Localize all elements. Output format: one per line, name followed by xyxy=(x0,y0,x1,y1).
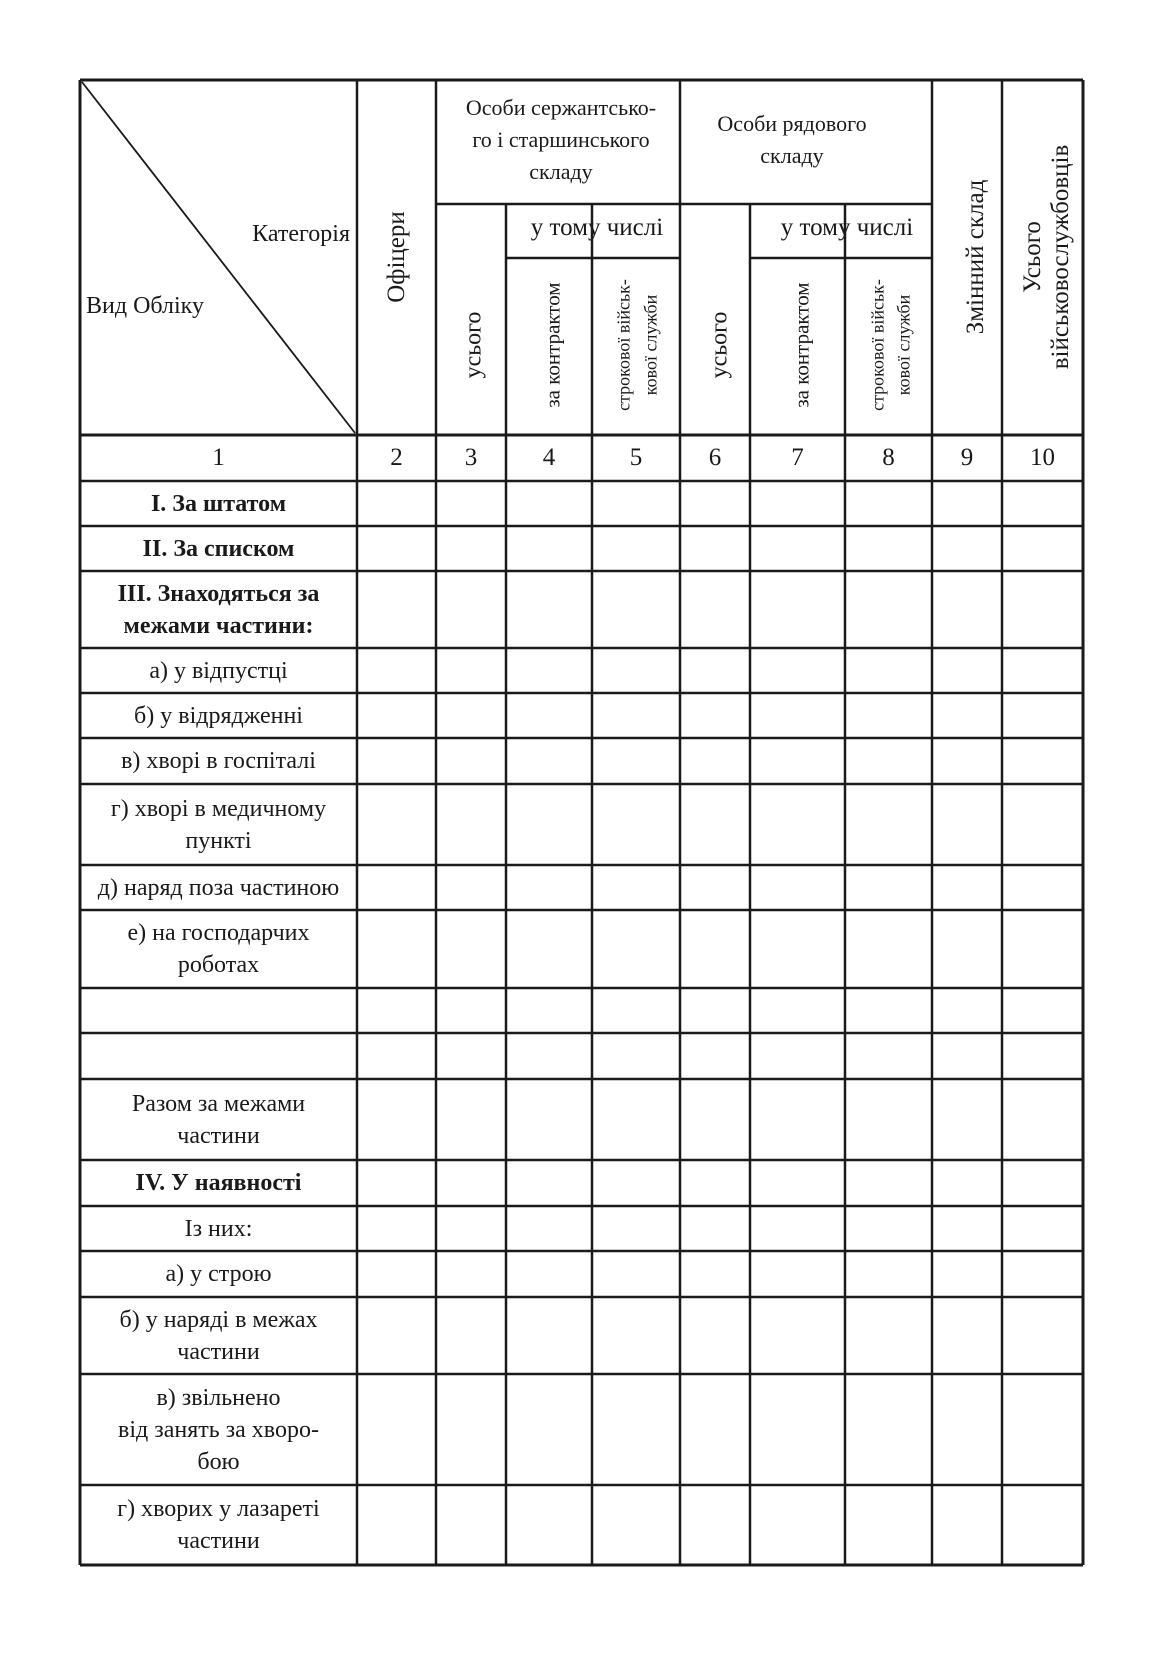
corner-kind-label: Вид Обліку xyxy=(86,293,204,319)
column-number: 10 xyxy=(1030,444,1055,471)
officers-header: Офіцери xyxy=(383,211,410,303)
rotating-staff-header: Змінний склад xyxy=(962,179,989,335)
row-label: а) у відпустці xyxy=(149,657,288,684)
row-label: г) хворих у лазареті частини xyxy=(117,1496,320,1554)
column-number: 2 xyxy=(390,444,403,471)
sergeants-conscript-line1: строкової військ- xyxy=(613,279,634,411)
all-servicemen-line2: військовослужбовців xyxy=(1047,144,1074,370)
row-label: б) у відрядженні xyxy=(134,702,303,729)
row-label: IV. У наявності xyxy=(135,1170,302,1196)
column-number: 5 xyxy=(629,444,643,471)
row-label: е) на господарчих роботах xyxy=(127,920,310,978)
column-number: 6 xyxy=(708,444,722,471)
sergeants-group-header: Особи сержантсько- го і старшинського складу xyxy=(465,95,657,184)
privates-group-header: Особи рядового складу xyxy=(717,111,867,168)
column-number: 7 xyxy=(791,444,804,471)
column-number: 8 xyxy=(882,444,895,471)
row-label: д) наряд поза частиною xyxy=(97,874,340,901)
privates-conscript-line1: строкової військ- xyxy=(867,279,888,411)
row-label xyxy=(80,1033,357,1079)
row-label: в) хворі в госпіталі xyxy=(121,748,316,774)
row-label: І. За штатом xyxy=(150,490,287,517)
row-label: а) у строю xyxy=(165,1261,272,1287)
row-label: ІІ. За списком xyxy=(142,535,295,562)
corner-category-label: Категорія xyxy=(252,221,350,247)
column-number: 9 xyxy=(960,444,974,471)
privates-conscript-line2: кової служби xyxy=(893,294,914,396)
row-label: Разом за межами частини xyxy=(131,1090,306,1149)
sergeants-total-header: усього xyxy=(460,311,487,379)
column-number: 4 xyxy=(542,444,556,471)
all-servicemen-line1: Усього xyxy=(1019,221,1046,293)
sergeants-incl-header: у тому числі xyxy=(530,214,664,241)
row-label: г) хворі в медичному пункті xyxy=(110,795,327,854)
sergeants-conscript-line2: кової служби xyxy=(640,294,661,396)
sergeants-contract-header: за контрактом xyxy=(540,282,565,408)
row-label: б) у наряді в межах частини xyxy=(119,1306,318,1365)
privates-total-header: усього xyxy=(706,311,733,379)
privates-contract-header: за контрактом xyxy=(789,282,814,408)
row-label xyxy=(80,988,357,1033)
privates-incl-header: у тому числі xyxy=(780,214,914,241)
column-number: 3 xyxy=(464,444,478,471)
column-number: 1 xyxy=(212,444,225,471)
row-label: ІІІ. Знаходяться за межами частини: xyxy=(117,580,320,639)
row-label: Із них: xyxy=(184,1215,253,1242)
row-label: в) звільнено від занять за хворо- бою xyxy=(118,1384,319,1475)
corner-diagonal xyxy=(82,82,355,433)
